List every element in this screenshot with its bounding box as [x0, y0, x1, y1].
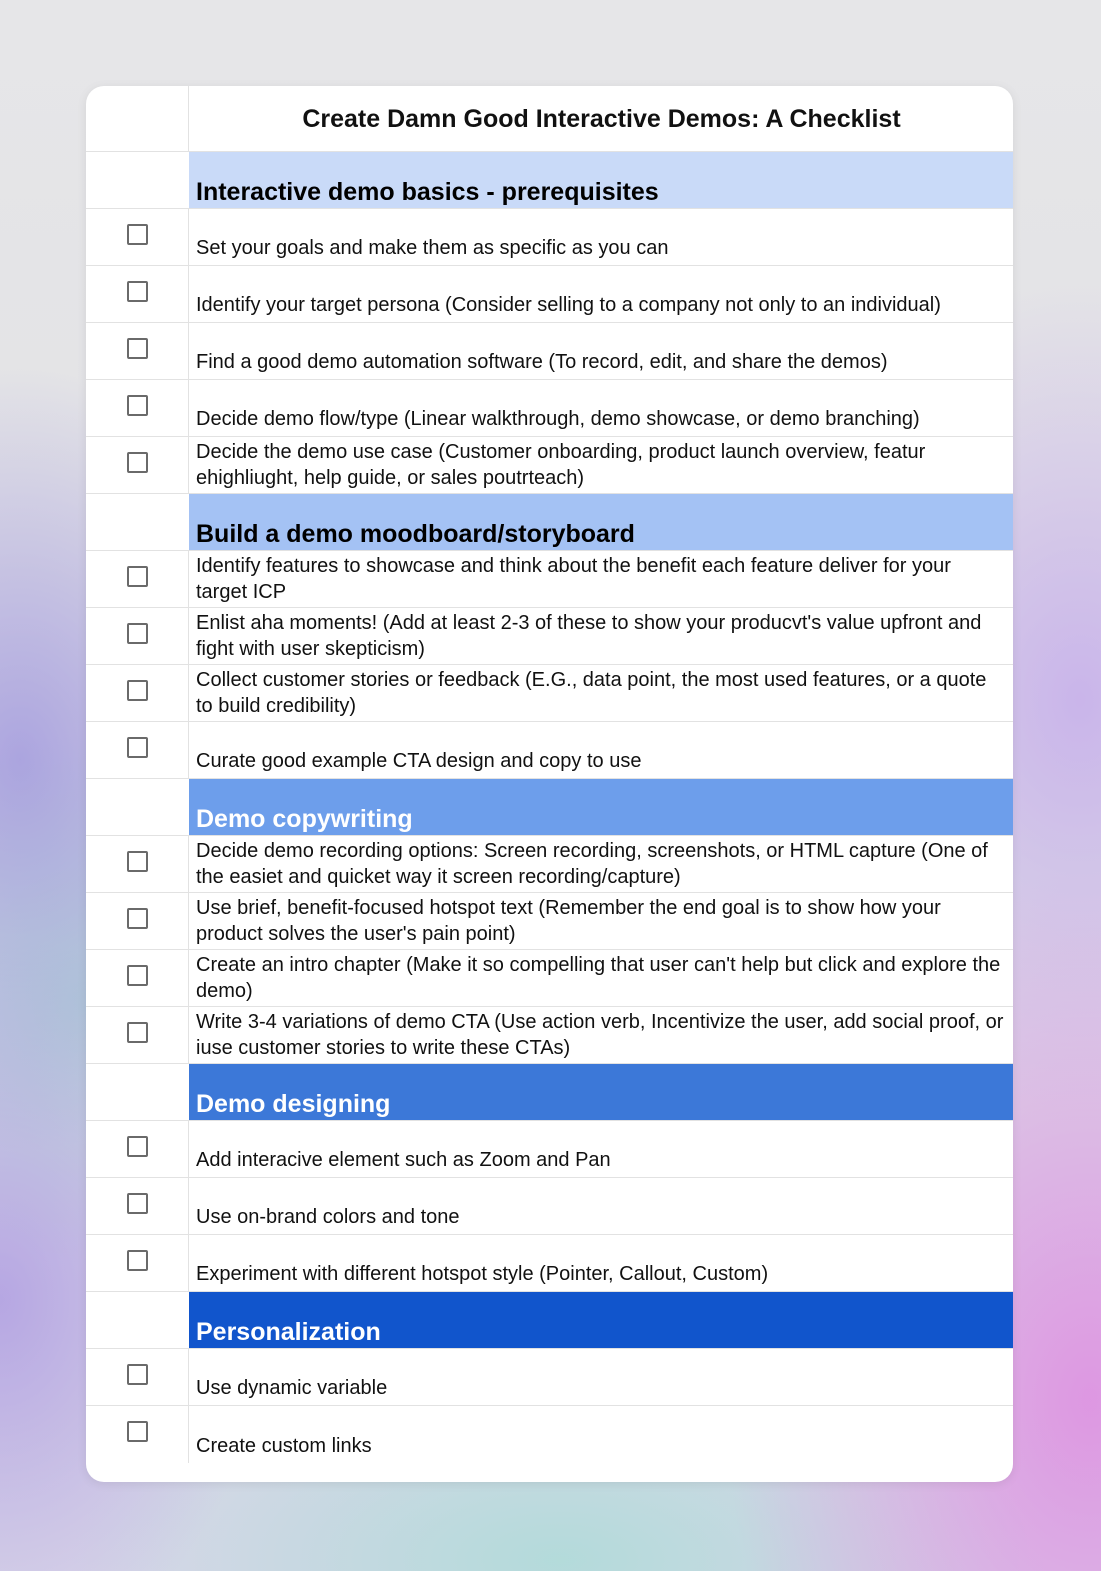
item-text: Find a good demo automation software (To record, edit, and share the demos)	[196, 351, 888, 373]
item-text: Identify features to showcase and think about the benefit each feature deliver for your target ICP	[196, 555, 951, 603]
checklist-item	[86, 893, 1013, 950]
checklist-item	[86, 608, 1013, 665]
checklist-item	[86, 1349, 1013, 1406]
checkbox[interactable]	[127, 224, 148, 245]
section-heading: Personalization	[189, 1292, 1013, 1348]
checkbox[interactable]	[127, 965, 148, 986]
checkbox[interactable]	[127, 623, 148, 644]
item-text: Identify your target persona (Consider selling to a company not only to an individual)	[196, 294, 941, 316]
checklist-item	[86, 1007, 1013, 1064]
checkbox[interactable]	[127, 1421, 148, 1442]
item-text: Enlist aha moments! (Add at least 2-3 of these to show your producvt's value upfront and fight with user skepticism)	[196, 612, 982, 660]
checkbox[interactable]	[127, 281, 148, 302]
section-header-prerequisites	[86, 152, 1013, 209]
item-text: Create an intro chapter (Make it so compelling that user can't help but click and explore the demo)	[196, 954, 1001, 1002]
item-text: Create custom links	[196, 1435, 372, 1457]
checkbox[interactable]	[127, 1364, 148, 1385]
checklist-item	[86, 1406, 1013, 1463]
title-row	[86, 86, 1013, 152]
checkbox[interactable]	[127, 737, 148, 758]
checklist-item	[86, 950, 1013, 1007]
checklist-title: Create Damn Good Interactive Demos: A Checklist	[302, 104, 901, 133]
checkbox[interactable]	[127, 1250, 148, 1271]
empty-cell	[86, 86, 189, 151]
section-header-personalization	[86, 1292, 1013, 1349]
checkbox[interactable]	[127, 908, 148, 929]
checkbox[interactable]	[127, 1193, 148, 1214]
checklist-item	[86, 551, 1013, 608]
checkbox[interactable]	[127, 395, 148, 416]
item-text: Decide the demo use case (Customer onboarding, product launch overview, featur ehighliught, help guide, or sales poutrteach)	[196, 441, 926, 489]
checkbox[interactable]	[127, 851, 148, 872]
checkbox[interactable]	[127, 452, 148, 473]
item-text: Write 3-4 variations of demo CTA (Use action verb, Incentivize the user, add social proof, or iuse customer stories to write these CTAs)	[196, 1011, 1004, 1059]
section-heading: Demo designing	[189, 1064, 1013, 1120]
checkbox[interactable]	[127, 680, 148, 701]
item-text: Decide demo flow/type (Linear walkthrough, demo showcase, or demo branching)	[196, 408, 920, 430]
checkbox[interactable]	[127, 1136, 148, 1157]
checkbox[interactable]	[127, 566, 148, 587]
section-heading: Build a demo moodboard/storyboard	[189, 494, 1013, 550]
checklist-item	[86, 323, 1013, 380]
checkbox[interactable]	[127, 338, 148, 359]
item-text: Collect customer stories or feedback (E.G., data point, the most used features, or a quote to build credibility)	[196, 669, 987, 717]
checklist-sheet	[86, 86, 1013, 1482]
checklist-item	[86, 1178, 1013, 1235]
checklist-item	[86, 1121, 1013, 1178]
item-text: Set your goals and make them as specific as you can	[196, 237, 669, 259]
section-header-moodboard	[86, 494, 1013, 551]
checklist-item	[86, 722, 1013, 779]
checklist-item	[86, 380, 1013, 437]
item-text: Use on-brand colors and tone	[196, 1206, 460, 1228]
checklist-item	[86, 836, 1013, 893]
section-header-designing	[86, 1064, 1013, 1121]
section-header-copywriting	[86, 779, 1013, 836]
section-heading: Interactive demo basics - prerequisites	[189, 152, 1013, 208]
item-text: Add interacive element such as Zoom and Pan	[196, 1149, 611, 1171]
item-text: Use brief, benefit-focused hotspot text (Remember the end goal is to show how your product solves the user's pain point)	[196, 897, 941, 945]
checklist-item	[86, 1235, 1013, 1292]
item-text: Decide demo recording options: Screen recording, screenshots, or HTML capture (One of the easiet and quicket way it screen recording/capture)	[196, 840, 988, 888]
checklist-item	[86, 209, 1013, 266]
checkbox[interactable]	[127, 1022, 148, 1043]
checklist-item	[86, 266, 1013, 323]
item-text: Experiment with different hotspot style (Pointer, Callout, Custom)	[196, 1263, 769, 1285]
section-heading: Demo copywriting	[189, 779, 1013, 835]
item-text: Use dynamic variable	[196, 1377, 388, 1399]
checklist-item	[86, 665, 1013, 722]
checklist-item	[86, 437, 1013, 494]
item-text: Curate good example CTA design and copy to use	[196, 750, 642, 772]
